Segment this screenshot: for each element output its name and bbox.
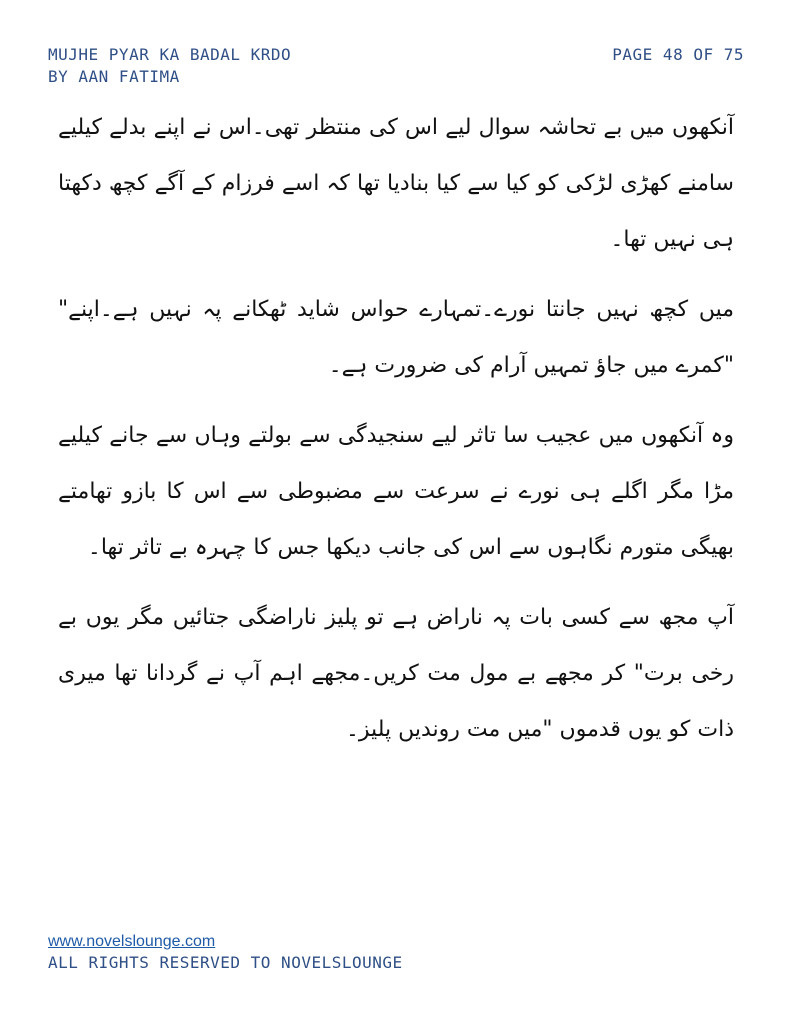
paragraph-2: میں کچھ نہیں جانتا نورے۔تمہارے حواس شاید ٹھکانے پہ نہیں ہے۔اپنے" "کمرے میں جاؤ تمہیں آرام کی ضرورت ہے۔ bbox=[58, 297, 734, 378]
author-name: BY AAN FATIMA bbox=[48, 67, 180, 86]
paragraph-1: آنکھوں میں بے تحاشہ سوال لیے اس کی منتظر تھی۔اس نے اپنے بدلے کیلیے سامنے کھڑی لڑکی کو کیا سے کیا بنادیا تھا کہ اسے فرزام کے آگے کچھ دکھتا ہی نہیں تھا۔ bbox=[58, 115, 734, 252]
page-footer bbox=[48, 932, 403, 974]
page-number: PAGE 48 OF 75 bbox=[612, 45, 744, 64]
header-left bbox=[48, 44, 291, 88]
paragraph-3: وہ آنکھوں میں عجیب سا تاثر لیے سنجیدگی سے بولتے وہاں سے جانے کیلیے مڑا مگر اگلے ہی نورے نے سرعت سے مضبوطی سے اس کا بازو تھامتے بھیگی متورم نگاہوں سے اس کی جانب دیکھا جس کا چہرہ بے تاثر تھا۔ bbox=[58, 423, 734, 560]
novel-title: MUJHE PYAR KA BADAL KRDO bbox=[48, 45, 292, 64]
rights-notice: ALL RIGHTS RESERVED TO NOVELSLOUNGE bbox=[48, 953, 403, 972]
website-link[interactable]: www.novelslounge.com bbox=[48, 933, 216, 950]
paragraph-4: آپ مجھ سے کسی بات پہ ناراض ہے تو پلیز ناراضگی جتائیں مگر یوں بے رخی برت" کر مجھے بے مول مت کریں۔مجھے اہم آپ نے گردانا تھا میری ذات کو یوں قدموں "میں مت روندیں پلیز۔ bbox=[58, 605, 734, 742]
story-body bbox=[58, 100, 734, 772]
